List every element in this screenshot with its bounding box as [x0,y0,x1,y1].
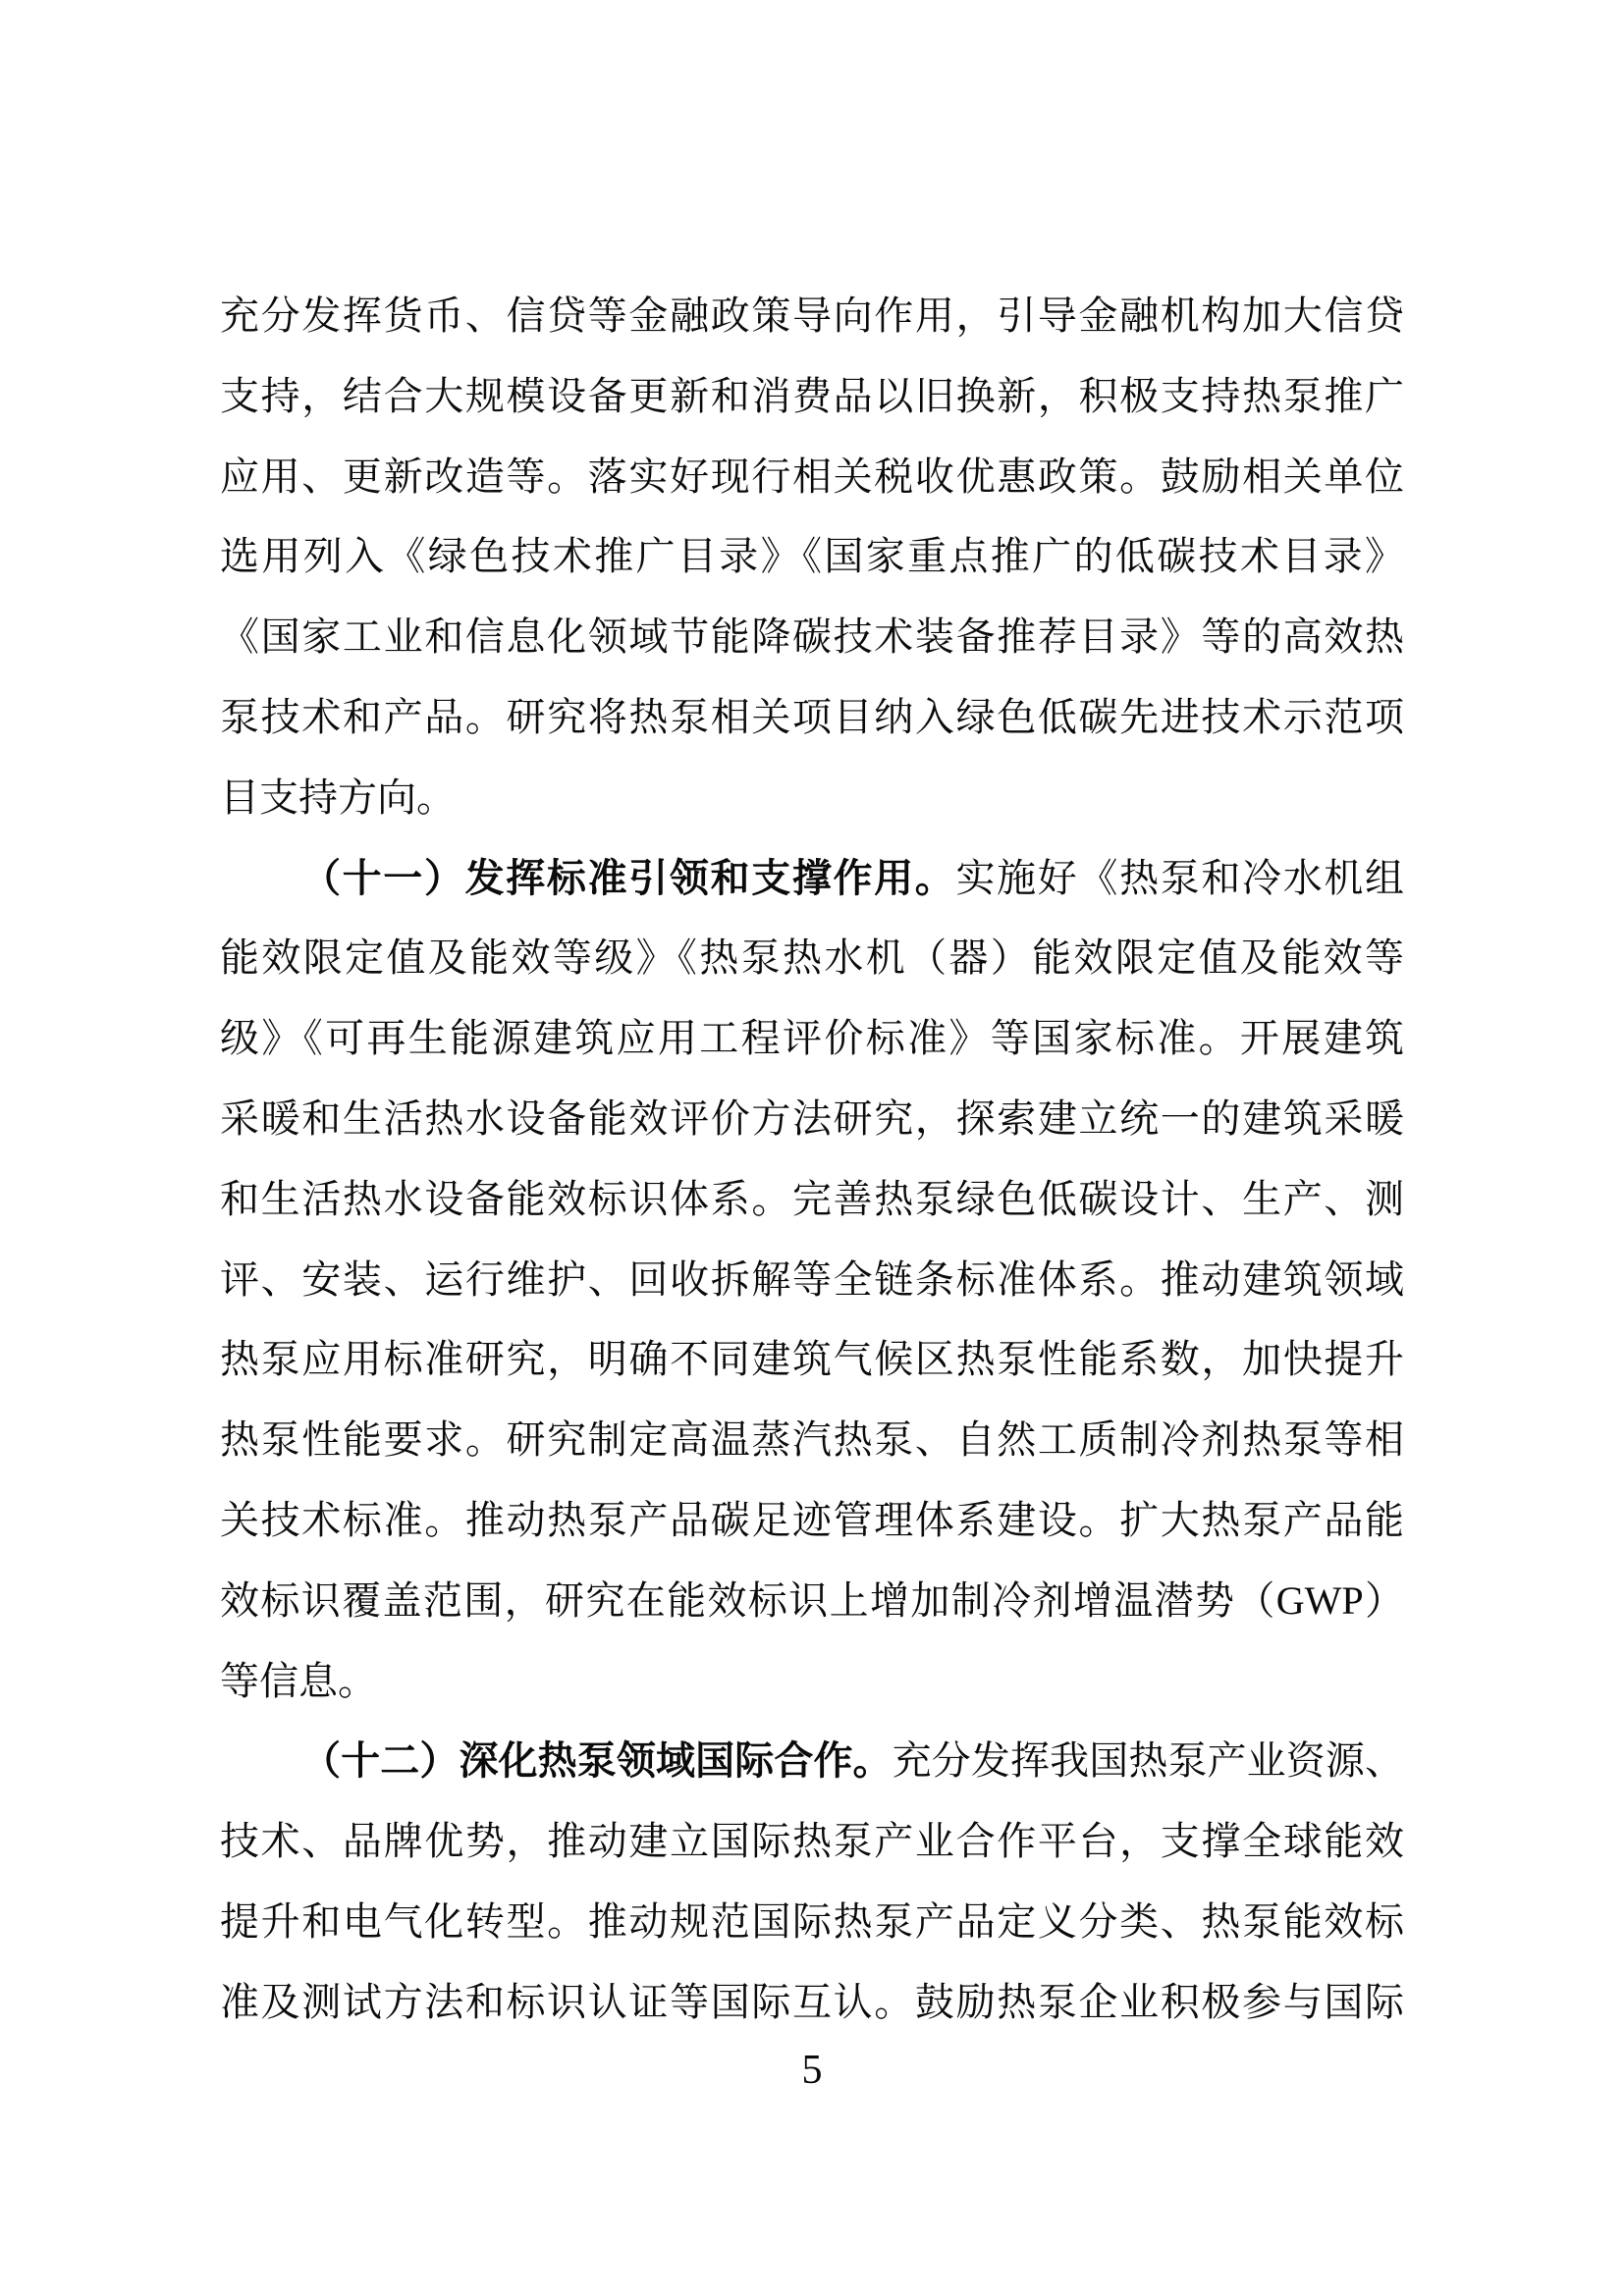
line-text: 实施好《热泵和冷水机组 [955,855,1404,900]
text-line [220,758,1404,838]
text-line [220,1480,1404,1561]
line-text: 级》《可再生能源建筑应用工程评价标准》等国家标准。开展建筑 [220,1016,1404,1061]
text-line [220,1079,1404,1159]
page-number: 5 [801,2048,823,2093]
line-text: 《国家工业和信息化领域节能降碳技术装备推荐目录》等的高效热 [220,614,1404,660]
text-line [220,1159,1404,1240]
line-text: 目支持方向。 [220,774,456,820]
text-line [220,356,1404,437]
text-line [220,1641,1404,1722]
text-line [220,1721,1404,1801]
text-line [220,1801,1404,1882]
text-block [220,276,1404,2043]
section-heading: （十一）发挥标准引领和支撑作用。 [301,855,956,900]
line-text: 关技术标准。推动热泵产品碳足迹管理体系建设。扩大热泵产品能 [220,1497,1404,1542]
text-line [220,677,1404,758]
line-text: 应用、更新改造等。落实好现行相关税收优惠政策。鼓励相关单位 [220,454,1404,499]
line-text: 技术、品牌优势，推动建立国际热泵产业合作平台，支撑全球能效 [220,1819,1404,1864]
line-text: 泵技术和产品。研究将热泵相关项目纳入绿色低碳先进技术示范项 [220,694,1404,739]
line-text: 热泵性能要求。研究制定高温蒸汽热泵、自然工质制冷剂热泵等相 [220,1417,1404,1463]
line-text: 等信息。 [220,1658,377,1703]
text-line [220,437,1404,517]
line-text: 支持，结合大规模设备更新和消费品以旧换新，积极支持热泵推广 [220,373,1404,418]
line-text: 效标识覆盖范围，研究在能效标识上增加制冷剂增温潜势（GWP） [220,1577,1404,1623]
text-line [220,838,1404,919]
text-line [220,516,1404,597]
text-line [220,1319,1404,1400]
line-text: 准及测试方法和标识认证等国际互认。鼓励热泵企业积极参与国际 [220,1979,1404,2024]
line-text: 选用列入《绿色技术推广目录》《国家重点推广的低碳技术目录》 [220,534,1404,579]
text-line [220,1400,1404,1480]
text-line [220,276,1404,356]
text-line [220,1962,1404,2043]
text-line [220,1561,1404,1641]
line-text: 提升和电气化转型。推动规范国际热泵产品定义分类、热泵能效标 [220,1898,1404,1944]
section-heading: （十二）深化热泵领域国际合作。 [301,1738,893,1784]
line-text: 热泵应用标准研究，明确不同建筑气候区热泵性能系数，加快提升 [220,1337,1404,1382]
text-line [220,597,1404,677]
line-text: 评、安装、运行维护、回收拆解等全链条标准体系。推动建筑领域 [220,1256,1404,1302]
line-text: 充分发挥我国热泵产业资源、 [892,1738,1404,1784]
text-line [220,998,1404,1079]
line-text: 采暖和生活热水设备能效评价方法研究，探索建立统一的建筑采暖 [220,1095,1404,1141]
text-line [220,918,1404,998]
line-text: 充分发挥货币、信贷等金融政策导向作用，引导金融机构加大信贷 [220,294,1404,338]
text-line [220,1882,1404,1962]
line-text: 能效限定值及能效等级》《热泵热水机（器）能效限定值及能效等 [220,935,1404,981]
text-line [220,1240,1404,1320]
line-text: 和生活热水设备能效标识体系。完善热泵绿色低碳设计、生产、测 [220,1176,1404,1221]
